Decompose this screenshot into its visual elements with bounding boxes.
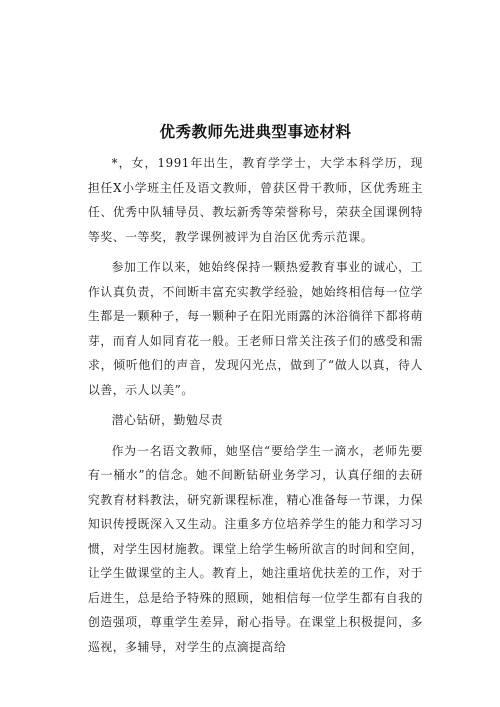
body-paragraph: 参加工作以来，她始终保持一颗热爱教育事业的诚心，工作认真负责，不间断丰富充实教学经验，她始终相信每一位学生都是一颗种子，每一颗种子在阳光雨露的沐浴徜徉下都将萌芽，而育人如同育花一般。王老师日常关注孩子们的感受和需求，倾听他们的声音，发现闪光点，做到了“做人以真，待人以善，示人以美”。 <box>88 260 423 397</box>
section-paragraph: 作为一名语文教师，她坚信“要给学生一滴水，老师先要有一桶水”的信念。她不间断钻研业务学习，认真仔细的去研究教育材料教法，研究新课程标准，精心准备每一节课，力保知识传授既深入又生动。注重多方位培养学生的能力和学习习惯，对学生因材施教。课堂上给学生畅所欲言的时间和空间，让学生做课堂的主人。教育上，她注重培优扶差的工作，对于后进生，总是给予特殊的照顾，她相信每一位学生都有自我的创造强项，尊重学生差异，耐心指导。在课堂上积极提问，多巡视，多辅导，对学生的点滴提高给 <box>88 443 423 654</box>
document-page <box>88 120 423 665</box>
intro-paragraph: *，女，1991年出生，教育学学士，大学本科学历，现担任X小学班主任及语文教师，曾获区骨干教师，区优秀班主任、优秀中队辅导员、教坛新秀等荣誉称号，荣获全国课例特等奖、一等奖，教学课例被评为自治区优秀示范课。 <box>88 156 423 244</box>
section-heading: 潜心钻研，勤勉尽责 <box>111 413 224 427</box>
document-title: 优秀教师先进典型事迹材料 <box>159 123 352 141</box>
